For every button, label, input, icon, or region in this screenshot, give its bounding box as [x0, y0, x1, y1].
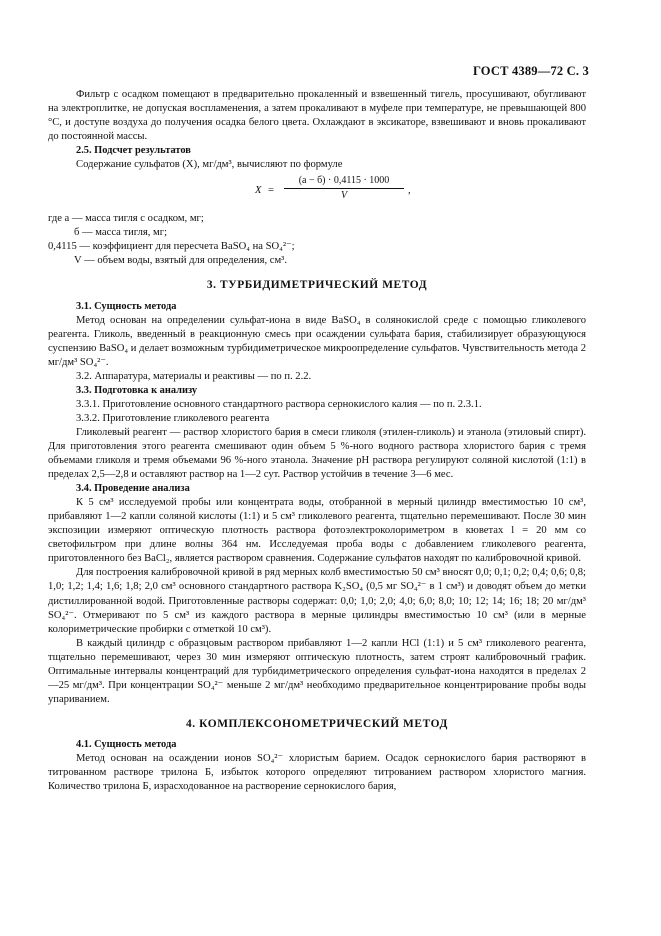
paragraph-3-3-2: 3.3.2. Приготовление гликолевого реагента [76, 412, 270, 424]
formula-equals: = [268, 185, 274, 197]
paragraph-filter-ignition: Фильтр с осадком помещают в предварительно прокаленный и взвешенный тигель, просушивают, обугливают на электроплитке, не допуская воспламенения, а затем прокаливают в муфеле при температуре, не превышающей 800 °С, и доступе воздуха до получения осадка белого цвета. Охлаждают в эксикаторе, взвешивают и вновь прокаливают до постоянной массы. [48, 89, 586, 143]
formula-denominator: V [340, 190, 348, 202]
paragraph-4-1: Метод основан на осаждении ионов SO₄²⁻ хлористым барием. Осадок сернокислого бария растворяют в титрованном растворе трилона Б, избыток которого определяют титрованием раствором хлористого магния. Количество трилона Б, израсходованное на растворение сернокислого бария, [48, 752, 586, 793]
page-header: ГОСТ 4389—72 С. 3 [472, 64, 589, 78]
where-coefficient: 0,4115 — коэффициент для пересчета BaSO₄ на SO₄²⁻; [48, 241, 295, 253]
heading-3-4: 3.4. Проведение анализа [76, 483, 190, 495]
formula-lhs: X [255, 185, 262, 197]
heading-3-1: 3.1. Сущность метода [76, 300, 177, 312]
paragraph-calibration-curve: Для построения калибровочной кривой в ряд мерных колб вместимостью 50 см³ вносят 0,0; 0,1; 0,2; 0,4; 0,6; 0,8; 1,0; 1,2; 1,4; 1,6; 1,8; 2,0 см³ основного стандартного раствора K₂SO₄ (0,5 мг SO₄²⁻ в 1 см³) и доводят объем до метки дистиллированной водой. Приготовленные растворы содержат: 0,0; 1,0; 2,0; 4,0; 6,0; 8,0; 10; 12; 14; 16; 18; 20 мг/дм³ SO₄²⁻. Отмеривают по 5 см³ из каждого раствора в мерные цилиндры вместимостью 10 см³ (или в мерные колориметрические пробирки с отметкой 10 см³). [48, 567, 586, 635]
where-a: где а — масса тигля с осадком, мг; [48, 213, 204, 225]
paragraph-3-2: 3.2. Аппаратура, материалы и реактивы — по п. 2.2. [76, 370, 312, 382]
formula-fraction [284, 175, 404, 202]
heading-2-5: 2.5. Подсчет результатов [76, 145, 191, 157]
paragraph-3-1: Метод основан на определении сульфат-иона в виде BaSO₄ в солянокислой среде с помощью гликолевого реагента. Гликоль, введенный в реакционную смесь при осаждении сульфата бария, стабилизирует образующуюся суспензию BaSO₄ и делает возможным турбидиметрическое микроопределение сульфатов. Чувствительность метода 2 мг/дм³ SO₄²⁻. [48, 314, 586, 368]
section-3-title: 3. ТУРБИДИМЕТРИЧЕСКИЙ МЕТОД [206, 279, 428, 292]
paragraph-cylinder-measurement: В каждый цилиндр с образцовым раствором прибавляют 1—2 капли HCl (1:1) и 5 см³ гликолевого реагента, тщательно перемешивают, через 30 мин измеряют оптическую плотность, затем строят калибровочный график. Оптимальные интервалы концентраций для турбидиметрического определения сульфат-иона находятся в пределах 2—25 мг/дм³. При концентрации SO₄²⁻ меньше 2 мг/дм³ необходимо предварительное концентрирование пробы воды упариванием. [48, 637, 586, 705]
paragraph-analysis-procedure: К 5 см³ исследуемой пробы или концентрата воды, отобранной в мерный цилиндр вместимостью 10 см³, прибавляют 1—2 капли соляной кислоты (1:1) и 5 см³ гликолевого реагента, тщательно перемешивают. После 30 мин экспозиции измеряют оптическую плотность раствора фотоэлектроколориметром в кюветах l = 20 мм со светофильтром при длине волны 364 нм. Исследуемая проба воды с добавлением гликолевого реагента, приготовленного без BaCl₂, является раствором сравнения. Содержание сульфатов находят по калибровочной кривой. [48, 497, 586, 565]
document-body [48, 88, 586, 794]
sulfate-formula [48, 172, 586, 212]
paragraph-3-3-1: 3.3.1. Приготовление основного стандартного раствора сернокислого калия — по п. 2.3.1. [76, 398, 482, 410]
heading-4-1: 4.1. Сущность метода [76, 738, 177, 750]
where-b: б — масса тигля, мг; [74, 227, 168, 239]
formula-numerator: (a − б) · 0,4115 · 1000 [298, 175, 390, 187]
section-4-title: 4. КОМПЛЕКСОНОМЕТРИЧЕСКИЙ МЕТОД [185, 717, 448, 730]
where-volume: V — объем воды, взятый для определения, см³. [74, 255, 287, 267]
paragraph-glycol-reagent: Гликолевый реагент — раствор хлористого бария в смеси гликоля (этилен-гликоль) и этанола (этиловый спирт). Для приготовления этого реагента смешивают один объем 5 %-ного водного раствора хлористого бария с тремя объемами гликоля и тремя объемами 96 %-ного этанола. Значение рН раствора регулируют соляной кислотой (1:1) в пределах 2,5—2,8 и оставляют раствор на 1—2 сут. Раствор устойчив в течение 3—6 мес. [48, 426, 586, 481]
fraction-bar [284, 188, 404, 189]
paragraph-formula-intro: Содержание сульфатов (X), мг/дм³, вычисляют по формуле [76, 159, 343, 171]
heading-3-3: 3.3. Подготовка к анализу [76, 384, 198, 396]
formula-tail: , [408, 185, 411, 197]
